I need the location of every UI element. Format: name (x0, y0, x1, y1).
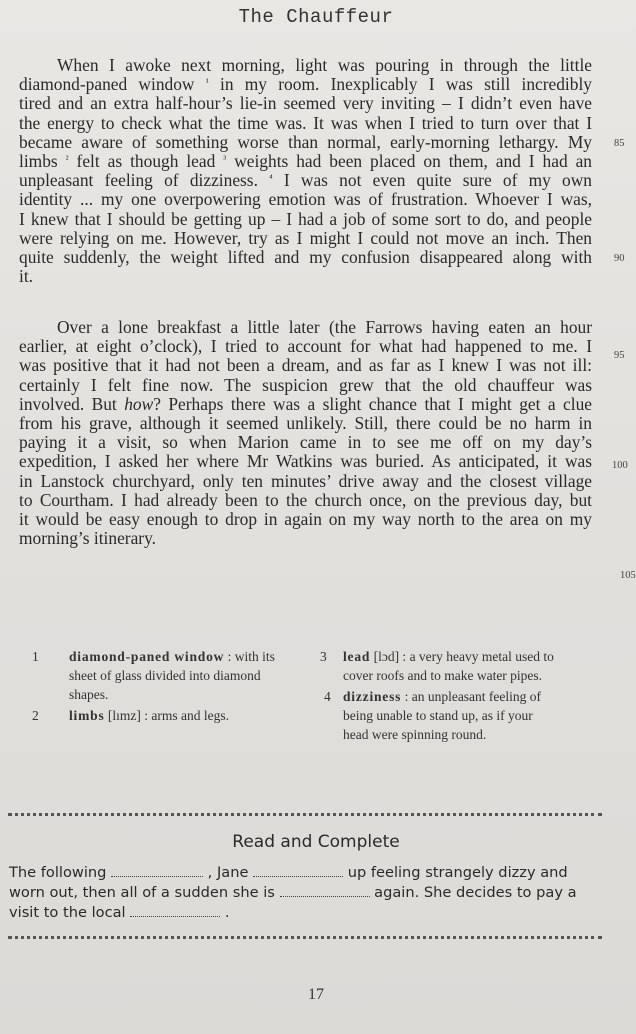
text-line: limbs $^{^2}$ felt as though lead $^{^3}$ weights had been placed on them, and I had an (19, 151, 593, 172)
text-line: expedition, I asked her where Mr Watkins was buried. As anticipated, it was (19, 451, 592, 472)
exercise-text-segment: again. She decides to pay a (369, 884, 577, 901)
footnote-term: lead (343, 649, 371, 664)
text-line: were relying on me. However, try as I might I could not move an inch. Then (19, 227, 592, 248)
dotted-divider (8, 813, 602, 816)
footnote-number: 4 (324, 689, 331, 704)
text-line: quite suddenly, the weight lifted and my confusion disappeared along with (19, 247, 592, 268)
text-line: Over a lone breakfast a little later (the Farrows having eaten an hour (57, 317, 592, 337)
footnote-definition: cover roofs and to make water pipes. (343, 668, 543, 683)
text-line: diamond-paned window $^{^1}$ in my room. Inexplicably I was still incredibly (19, 74, 592, 95)
exercise-text-segment: . (220, 904, 230, 921)
text-line: morning’s itinerary. (19, 528, 157, 549)
exercise-title: Read and Complete (232, 832, 400, 852)
footnote-number: 3 (320, 649, 327, 664)
page-number: 17 (308, 986, 324, 1003)
footnote-number: 2 (32, 708, 39, 723)
text-line: tired and an extra half-hour’s lie-in seemed very inviting – I didn’t even have (19, 93, 592, 114)
text-line: paying it a visit, so when Marion came in to see me off on my day’s (19, 432, 592, 453)
exercise-text-segment: worn out, then all of a sudden she is (9, 884, 280, 901)
text-line: certainly I felt fine now. The suspicion grew that the old chauffeur was (19, 374, 592, 395)
text-line: the energy to check what the time was. It was when I tried to turn over that I (19, 112, 592, 133)
paragraph-2 (19, 318, 592, 548)
footnote-number: 1 (32, 649, 39, 664)
footnote-definition: being unable to stand up, as if your (343, 708, 533, 723)
answer-blank[interactable] (111, 864, 203, 877)
footnote-definition: [lɔd] : a very heavy metal used to (370, 649, 554, 664)
dotted-divider (8, 936, 602, 939)
exercise-text-segment: up feeling strangely dizzy and (343, 864, 568, 881)
line-number: 95 (614, 350, 625, 361)
text-line: it would be easy enough to drop in again on my way north to the area on my (19, 509, 592, 530)
answer-blank[interactable] (130, 904, 220, 917)
footnote-definition: : with its (224, 649, 275, 664)
text-line: identity ... my one overpowering emotion was of frustration. Whoever I was, (19, 189, 592, 210)
line-number: 85 (614, 138, 625, 149)
footnote-definition: shapes. (69, 687, 109, 702)
text-line: was positive that it had not been a dream, and as far as I knew I was not ill: (19, 355, 592, 376)
footnote-term: dizziness (343, 689, 402, 704)
footnote-term: limbs (69, 708, 105, 723)
text-line: When I awoke next morning, light was pouring in through the little (57, 55, 592, 75)
footnote-term: diamond-paned window (69, 649, 225, 664)
text-line: unpleasant feeling of dizziness. $^{^4}$ I was not even quite sure of my own (19, 170, 593, 191)
paragraph-1 (19, 56, 592, 286)
footnote-definition: sheet of glass divided into diamond (69, 668, 261, 683)
exercise-text-segment: , Jane (203, 864, 254, 881)
answer-blank[interactable] (280, 884, 370, 897)
text-line: from his grave, although it seemed unlikely. Still, there could be no harm in (19, 413, 592, 434)
exercise-text (9, 863, 603, 923)
exercise-text-segment: The following (9, 864, 112, 881)
exercise-text-segment: visit to the local (9, 904, 131, 921)
line-number: 90 (614, 253, 625, 264)
answer-blank[interactable] (253, 864, 343, 877)
text-line: in Lanstock churchyard, only ten minutes’ drive away and the closest village (19, 470, 592, 491)
text-line: earlier, at eight o’clock), I tried to account for what had happened to me. I (19, 336, 592, 357)
text-line: it. (19, 266, 34, 287)
footnote-definition: [lımz] : arms and legs. (104, 708, 229, 723)
chapter-title: The Chauffeur (238, 6, 394, 28)
footnote-definition: : an unpleasant feeling of (401, 689, 542, 704)
line-number: 100 (612, 460, 628, 471)
text-line: became aware of something worse than normal, early-morning lethargy. My (19, 131, 592, 152)
text-line: involved. But how? Perhaps there was a slight chance that I might get a clue (19, 393, 592, 414)
footnote-definition: head were spinning round. (343, 727, 487, 742)
text-line: I knew that I should be getting up – I had a job of some sort to do, and people (19, 208, 592, 229)
text-line: to Courtham. I had already been to the church once, on the previous day, but (19, 489, 592, 510)
line-number: 105 (620, 570, 636, 581)
